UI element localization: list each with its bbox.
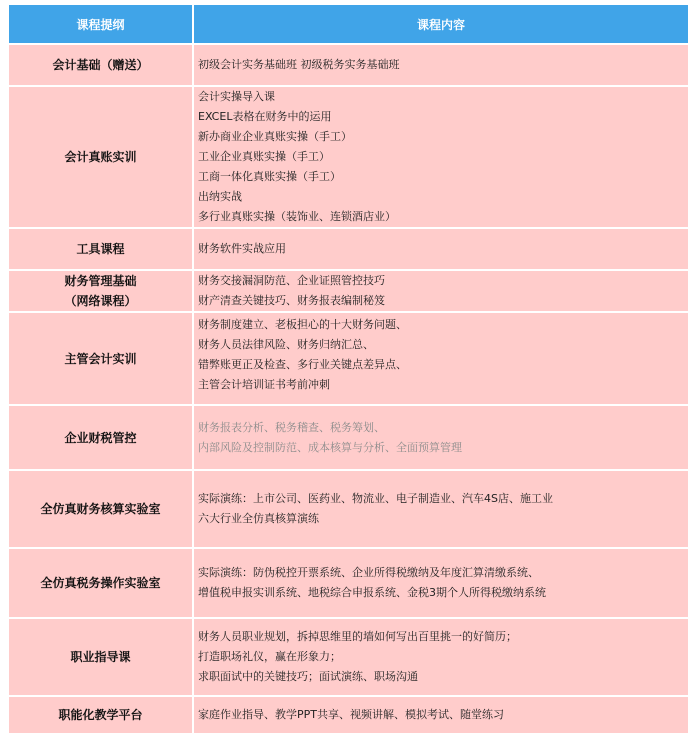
content-line: 新办商业企业真账实操（手工） <box>198 130 352 143</box>
table-row <box>9 87 690 229</box>
content-line: 六大行业全仿真核算演练 <box>198 512 319 525</box>
title-line: 全仿真税务操作实验室 <box>40 576 161 590</box>
content-line: 财务交接漏洞防范、企业证照管控技巧 <box>198 274 385 287</box>
row-content <box>194 271 690 313</box>
row-title <box>9 697 194 735</box>
title-line: 职业指导课 <box>70 650 131 664</box>
table-body <box>9 45 690 735</box>
content-line: 出纳实战 <box>198 190 242 203</box>
title-line: （网络课程） <box>64 294 137 308</box>
row-content <box>194 697 690 735</box>
content-line: 财务报表分析、税务稽查、税务筹划、 <box>198 420 385 434</box>
header-course-content: 课程内容 <box>194 5 690 45</box>
content-line: EXCEL表格在财务中的运用 <box>198 110 332 123</box>
content-line: 打造职场礼仪，赢在形象力； <box>198 650 341 663</box>
content-line: 错弊账更正及检查、多行业关键点差异点、 <box>198 358 407 371</box>
row-title <box>9 271 194 313</box>
content-line: 工商一体化真账实操（手工） <box>198 170 341 183</box>
table-row <box>9 619 690 697</box>
content-line: 财务软件实战应用 <box>198 242 286 255</box>
row-title <box>9 471 194 549</box>
title-line: 财务管理基础 <box>64 274 137 288</box>
table-row <box>9 697 690 735</box>
row-content <box>194 87 690 229</box>
content-line: 财务制度建立、老板担心的十大财务问题、 <box>198 318 407 331</box>
table-row <box>9 45 690 87</box>
row-content <box>194 471 690 549</box>
header-course-outline: 课程提纲 <box>9 5 194 45</box>
row-content <box>194 229 690 271</box>
row-content <box>194 619 690 697</box>
content-line: 初级会计实务基础班 初级税务实务基础班 <box>198 58 400 71</box>
title-line: 全仿真财务核算实验室 <box>40 502 161 516</box>
course-outline-table <box>8 4 691 736</box>
content-line: 会计实操导入课 <box>198 90 275 103</box>
row-content <box>194 45 690 87</box>
row-title <box>9 87 194 229</box>
row-title <box>9 229 194 271</box>
row-content <box>194 406 690 471</box>
table-row <box>9 471 690 549</box>
content-line: 财务人员职业规划，拆掉思维里的墙如何写出百里挑一的好简历； <box>198 630 517 643</box>
row-title <box>9 619 194 697</box>
content-line: 多行业真账实操（装饰业、连锁酒店业） <box>198 210 396 223</box>
row-title <box>9 313 194 406</box>
content-line: 财务人员法律风险、财务归纳汇总、 <box>198 338 374 351</box>
content-line: 工业企业真账实操（手工） <box>198 150 330 163</box>
row-title <box>9 406 194 471</box>
title-line: 会计基础（赠送） <box>52 58 149 72</box>
title-line: 会计真账实训 <box>64 150 137 164</box>
table-row <box>9 271 690 313</box>
table-row <box>9 549 690 619</box>
title-line: 职能化教学平台 <box>58 708 143 722</box>
table-header-row <box>9 5 690 45</box>
content-line: 求职面试中的关键技巧；面试演练、职场沟通 <box>198 670 418 683</box>
table-row <box>9 313 690 406</box>
course-outline-table-wrapper <box>8 4 689 736</box>
content-line: 内部风险及控制防范、成本核算与分析、全面预算管理 <box>198 440 462 454</box>
row-content <box>194 549 690 619</box>
title-line: 企业财税管控 <box>64 430 137 445</box>
content-line: 实际演练：上市公司、医药业、物流业、电子制造业、汽车4S店、施工业 <box>198 492 553 505</box>
content-line: 增值税申报实训系统、地税综合申报系统、金税3期个人所得税缴纳系统 <box>198 586 546 599</box>
content-line: 财产清查关键技巧、财务报表编制秘笈 <box>198 294 385 307</box>
content-line: 实际演练：防伪税控开票系统、企业所得税缴纳及年度汇算清缴系统、 <box>198 566 539 579</box>
row-content <box>194 313 690 406</box>
table-row <box>9 229 690 271</box>
content-line: 主管会计培训证书考前冲刺 <box>198 378 330 391</box>
table-row <box>9 406 690 471</box>
title-line: 主管会计实训 <box>64 351 137 366</box>
row-title <box>9 45 194 87</box>
row-title <box>9 549 194 619</box>
content-line: 家庭作业指导、教学PPT共享、视频讲解、模拟考试、随堂练习 <box>198 708 504 721</box>
title-line: 工具课程 <box>76 242 125 256</box>
